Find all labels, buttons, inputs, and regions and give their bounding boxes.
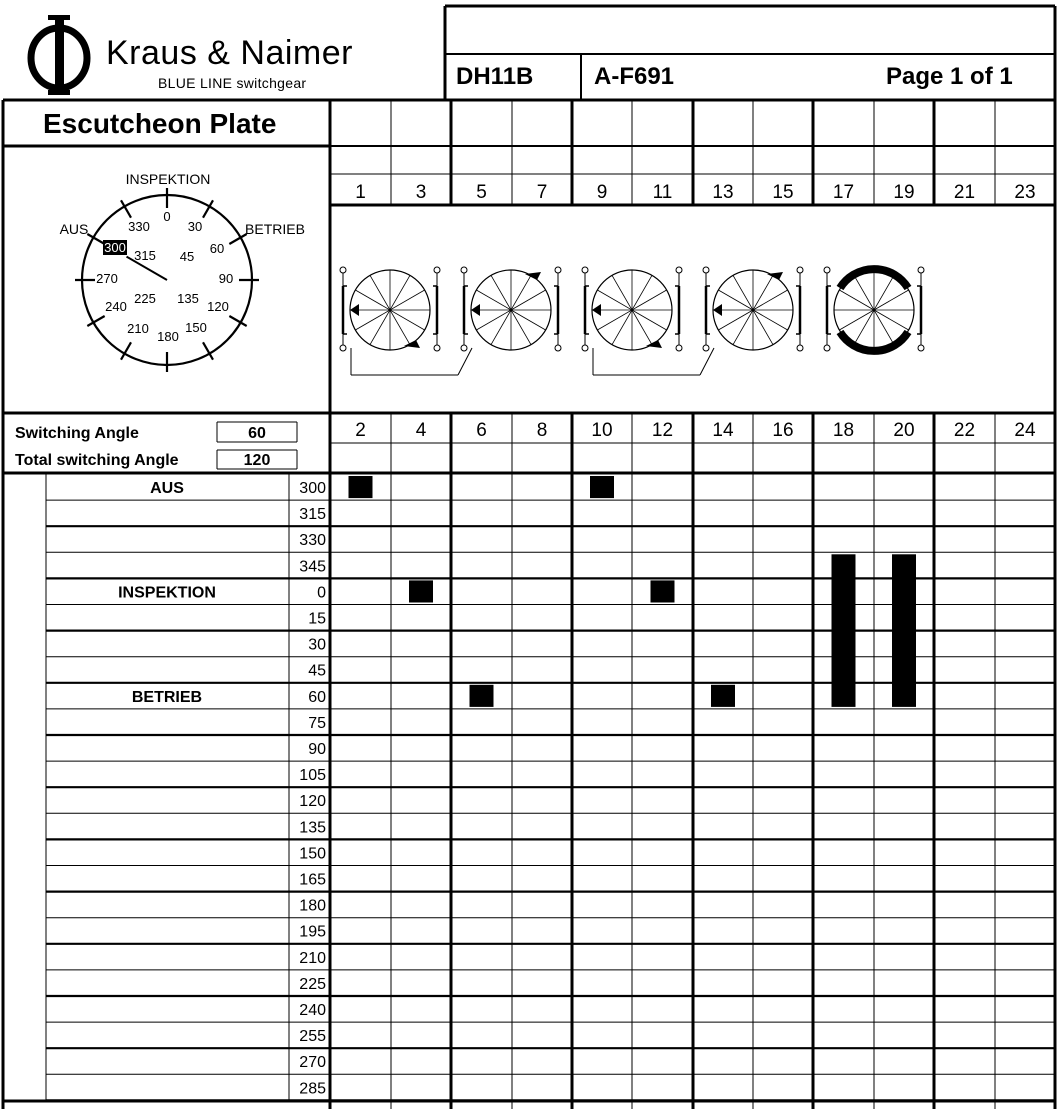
bridge-wire [700, 348, 714, 375]
position-angle: 270 [299, 1054, 326, 1072]
position-angle: 60 [308, 688, 326, 706]
terminal-dot [582, 345, 588, 351]
position-angle: 90 [308, 741, 326, 758]
terminal-dot [703, 345, 709, 351]
terminal-dot [434, 345, 440, 351]
position-angle: 30 [308, 636, 326, 654]
drawing-number: A-F691 [594, 63, 675, 90]
switching-angle-label: Switching Angle [15, 425, 139, 442]
terminal-bottom-4: 4 [415, 420, 427, 441]
terminal-bottom-18: 18 [832, 420, 855, 441]
terminal-dot [555, 345, 561, 351]
terminal-dot [676, 267, 682, 273]
terminal-dot [340, 345, 346, 351]
dial-angle-300: 300 [104, 240, 126, 255]
contact-schematic [340, 267, 924, 375]
rotor-contact [713, 304, 722, 316]
position-angle: 165 [299, 871, 326, 889]
position-angle: 0 [317, 584, 326, 602]
terminal-bottom-8: 8 [536, 420, 548, 441]
dial-angle-330: 330 [128, 219, 150, 234]
rotor-contact [592, 304, 601, 316]
rotor-contact [350, 304, 359, 316]
terminal-dot [434, 267, 440, 273]
page-indicator: Page 1 of 1 [886, 63, 1013, 90]
contact-mark [651, 580, 675, 602]
terminal-top-11: 11 [652, 182, 673, 203]
dial-angle-240: 240 [105, 299, 127, 314]
position-angle: 45 [308, 662, 326, 680]
dial-angle-210: 210 [127, 321, 149, 336]
position-angle: 195 [299, 923, 326, 941]
terminal-bottom-10: 10 [591, 420, 613, 441]
contact-mark [832, 554, 856, 707]
terminal-dot [797, 345, 803, 351]
terminal-dot [918, 345, 924, 351]
escutcheon-dial [60, 171, 305, 372]
dial-angle-150: 150 [185, 320, 207, 335]
model-number: DH11B [456, 63, 534, 90]
terminal-top-9: 9 [596, 182, 608, 203]
terminal-dot [824, 345, 830, 351]
brand-subtitle: BLUE LINE switchgear [158, 75, 307, 91]
position-angle: 255 [299, 1028, 326, 1046]
terminal-dot [555, 267, 561, 273]
terminal-bottom-16: 16 [772, 420, 794, 441]
position-angle: 75 [308, 714, 326, 732]
dial-angle-315: 315 [134, 248, 156, 263]
position-angle: 330 [299, 532, 326, 550]
position-labels [118, 480, 326, 1097]
terminal-dot [461, 267, 467, 273]
position-angle: 345 [299, 558, 326, 576]
terminal-dot [918, 267, 924, 273]
switching-angle-value: 60 [248, 425, 266, 442]
terminal-top-5: 5 [476, 182, 487, 203]
position-angle: 315 [299, 506, 326, 524]
dial-angle-120: 120 [207, 299, 229, 314]
contact-mark [590, 476, 614, 498]
terminal-dot [676, 345, 682, 351]
position-angle: 150 [299, 845, 326, 863]
contact-mark [470, 685, 494, 707]
terminal-bottom-22: 22 [953, 420, 976, 441]
terminal-bottom-6: 6 [476, 420, 487, 441]
terminal-top-1: 1 [355, 182, 366, 203]
terminal-dot [824, 267, 830, 273]
position-name: INSPEKTION [118, 584, 216, 602]
position-angle: 135 [299, 819, 326, 837]
dial-angle-135: 135 [177, 291, 199, 306]
terminal-top-23: 23 [1014, 182, 1036, 203]
dial-angle-30: 30 [187, 219, 203, 234]
terminal-bottom-20: 20 [893, 420, 915, 441]
position-angle: 180 [299, 897, 326, 915]
position-angle: 300 [299, 480, 326, 497]
dial-angle-0: 0 [163, 209, 171, 224]
terminal-dot [340, 267, 346, 273]
dial-label-left: AUS [59, 221, 89, 237]
terminal-top-19: 19 [893, 182, 915, 203]
dial-angle-90: 90 [218, 271, 234, 286]
position-name: BETRIEB [131, 688, 203, 706]
contact-mark [892, 554, 916, 707]
terminal-top-13: 13 [712, 182, 734, 203]
terminal-bottom-14: 14 [712, 420, 734, 441]
terminal-top-21: 21 [953, 182, 976, 203]
position-angle: 240 [299, 1002, 326, 1019]
position-angle: 225 [299, 975, 326, 993]
dial-angle-45: 45 [179, 249, 195, 264]
position-angle: 15 [308, 610, 326, 628]
dial-angle-270: 270 [96, 271, 118, 286]
brand-name: Kraus & Naimer [106, 34, 353, 72]
terminal-top-3: 3 [415, 182, 427, 203]
position-name: AUS [150, 480, 184, 497]
bridge-wire [458, 348, 472, 375]
contact-mark [711, 685, 735, 707]
terminal-bottom-24: 24 [1014, 420, 1036, 441]
terminal-dot [461, 345, 467, 351]
terminal-dot [703, 267, 709, 273]
dial-angle-180: 180 [157, 329, 179, 344]
position-angle: 285 [299, 1080, 326, 1098]
terminal-dot [797, 267, 803, 273]
contact-mark [409, 580, 433, 602]
position-angle: 120 [299, 793, 326, 811]
terminal-top-15: 15 [772, 182, 794, 203]
terminal-bottom-2: 2 [355, 420, 366, 441]
dial-angle-225: 225 [134, 291, 156, 306]
position-angle: 210 [299, 949, 326, 967]
dial-label-right: BETRIEB [245, 221, 305, 237]
rotor-contact [471, 304, 480, 316]
dial-angle-60: 60 [209, 241, 225, 256]
terminal-dot [582, 267, 588, 273]
dial-label-top: INSPEKTION [125, 171, 211, 187]
page-title: Escutcheon Plate [43, 108, 277, 139]
terminal-bottom-12: 12 [651, 420, 674, 441]
total-angle-value: 120 [243, 452, 271, 469]
contact-mark [349, 476, 373, 498]
terminal-top-17: 17 [832, 182, 855, 203]
total-angle-label: Total switching Angle [15, 452, 179, 469]
position-angle: 105 [299, 767, 326, 785]
terminal-top-7: 7 [536, 182, 548, 203]
